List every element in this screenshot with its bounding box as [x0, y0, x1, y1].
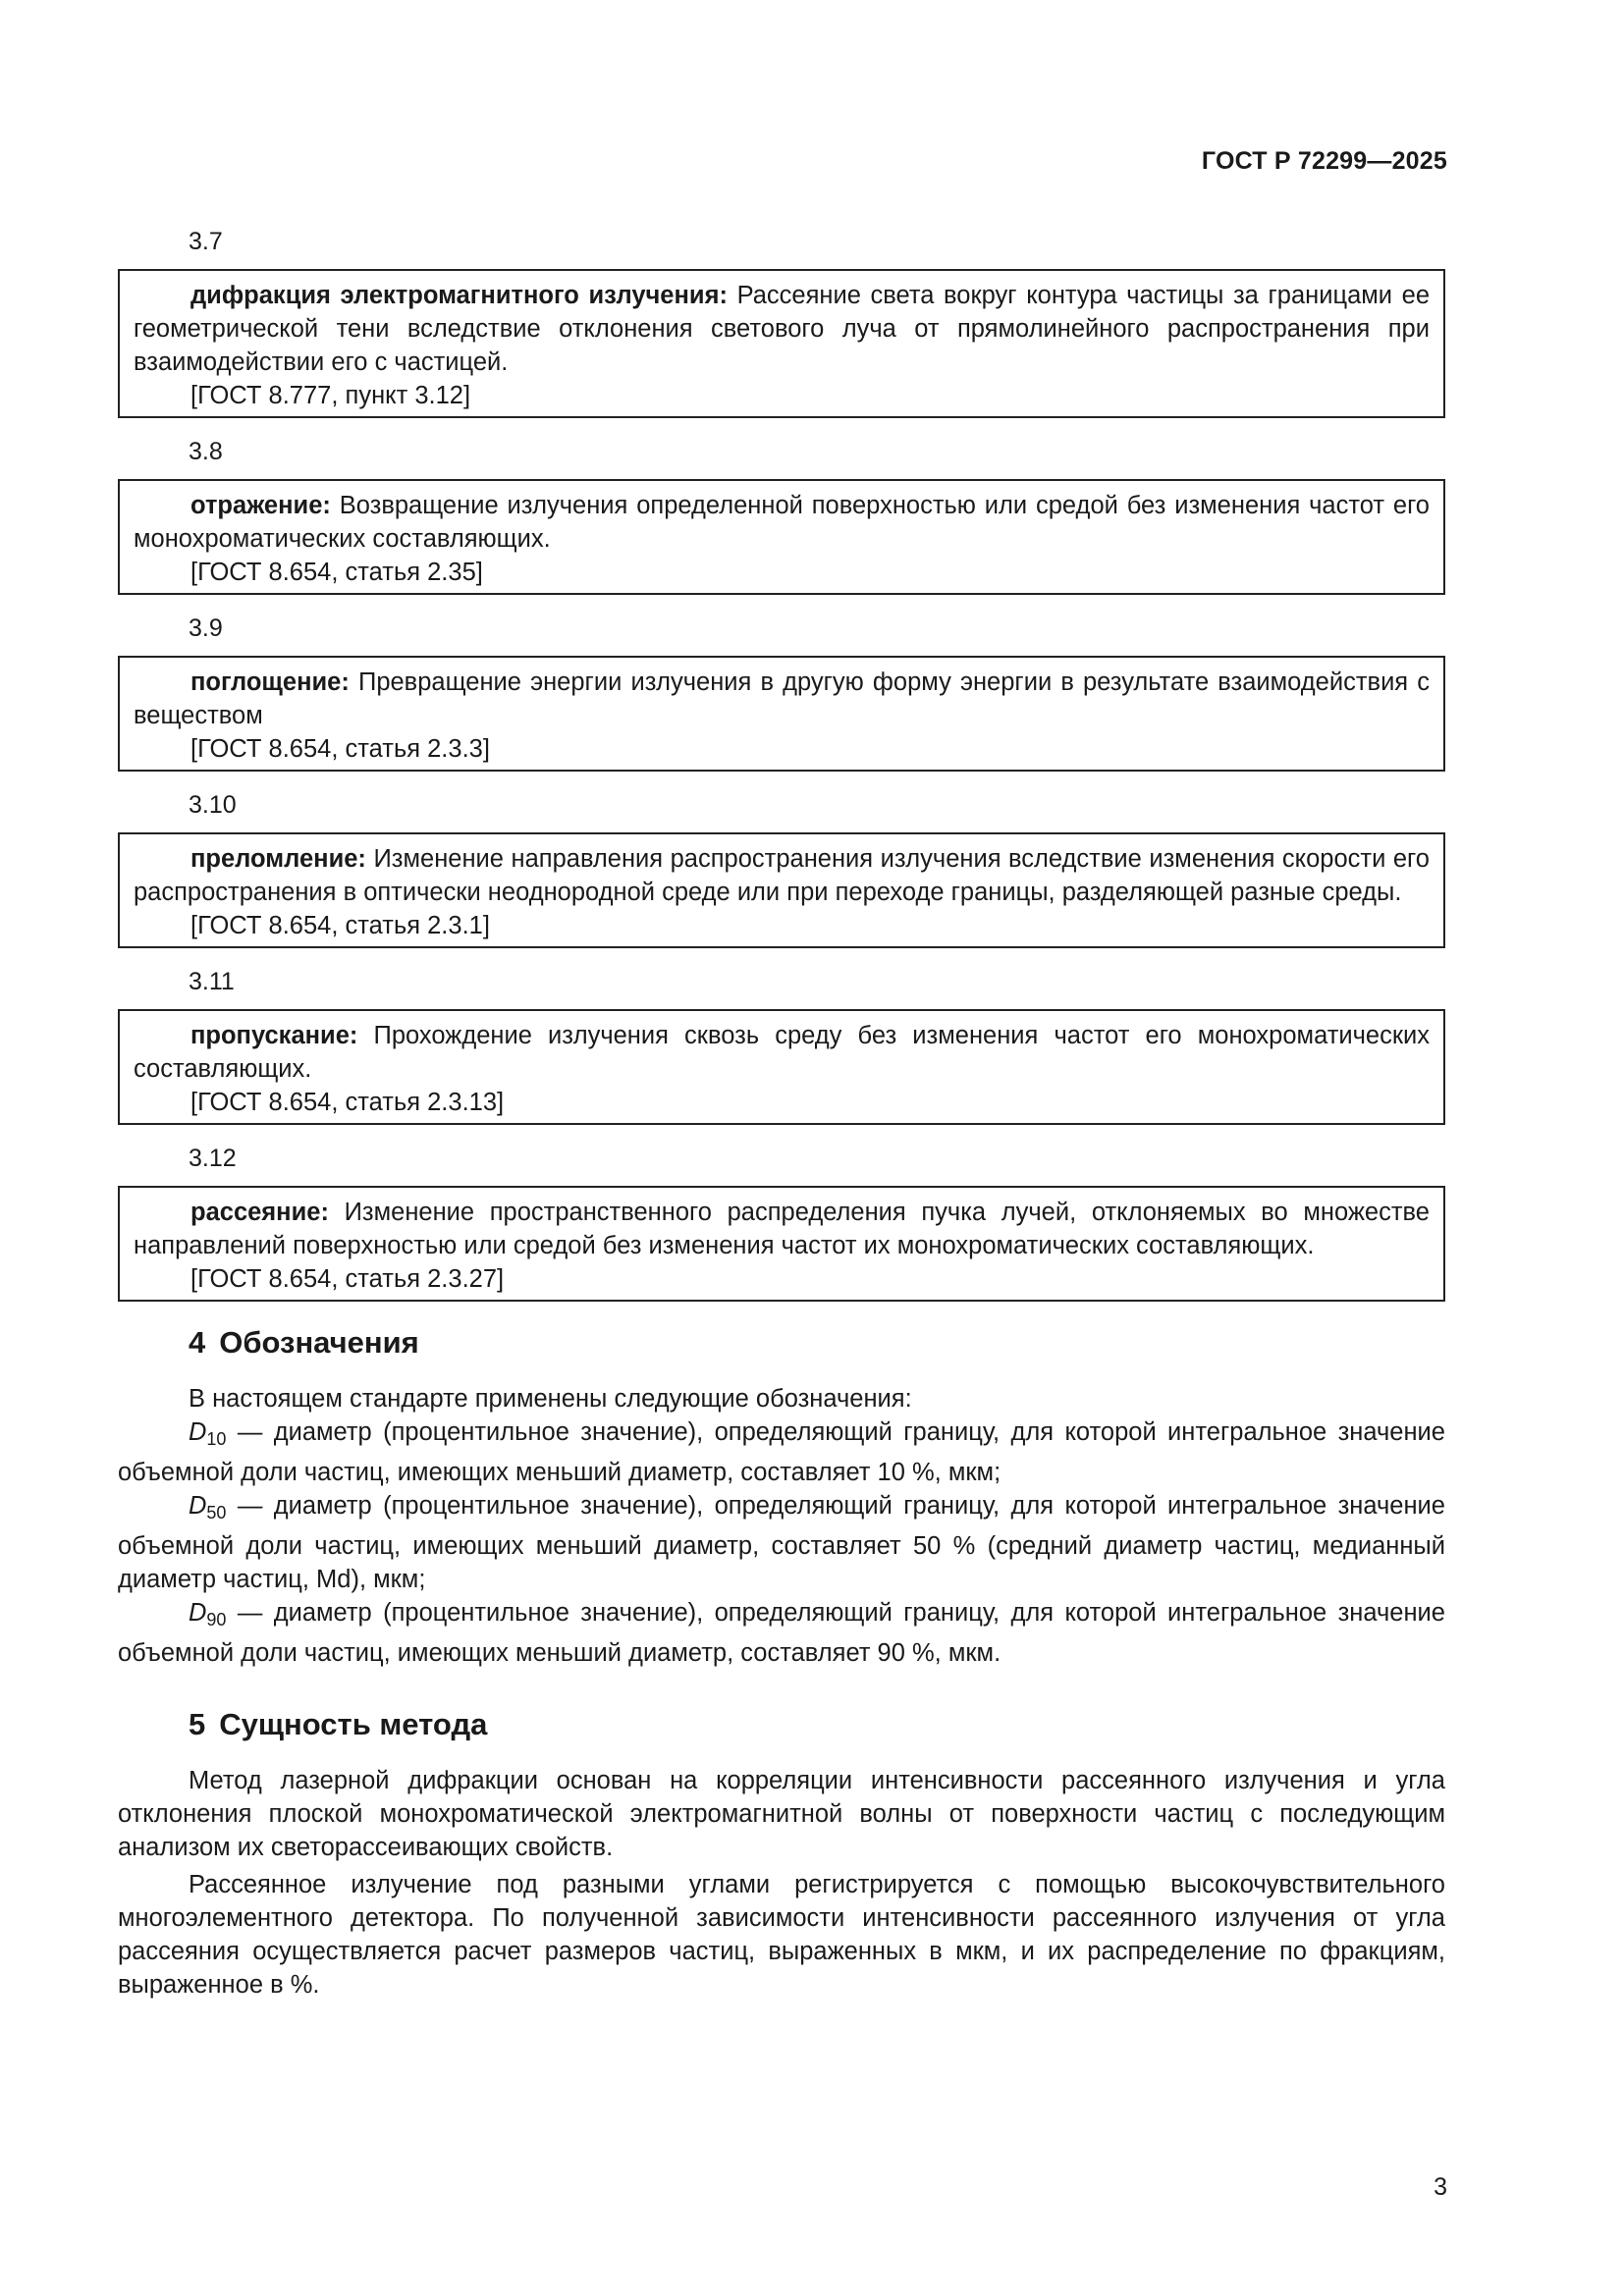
section-paragraph: Метод лазерной дифракции основан на корреляции интенсивности рассеянного излучения и угла отклонения плоской монохроматической электромагнитной волны от поверхности частиц с последующим анализом их светорассеивающих свойств. [118, 1767, 1445, 1861]
term-number: 3.11 [189, 968, 235, 995]
term-definition: Рассеяние света вокруг контура частицы за границами ее геометрической тени вследствие отклонения светового луча от прямолинейного распространения при взаимодействии его с частицей. [134, 282, 1431, 376]
section-number: 4 [189, 1325, 206, 1360]
term-name: дифракция электромагнитного излучения: [190, 282, 728, 309]
page-number: 3 [1434, 2173, 1447, 2201]
term-number: 3.10 [189, 791, 237, 819]
term-name: отражение: [190, 492, 331, 519]
symbol-definition [118, 1415, 1445, 1489]
section-paragraph: Рассеянное излучение под разными углами регистрируется с помощью высокочувствительного многоэлементного детектора. По полученной зависимости интенсивности рассеянного излучения от угла рассеяния осуществляется расчет размеров частиц, выраженных в мкм, и их распределение по фракциям, выраженное в %. [118, 1871, 1445, 1999]
section-title: Сущность метода [219, 1707, 488, 1741]
term-definition: Изменение пространственного распределения пучка лучей, отклоняемых во множестве направлений поверхностью или средой без изменения частот их монохроматических составляющих. [134, 1199, 1430, 1259]
section-intro: В настоящем стандарте применены следующие обозначения: [189, 1385, 912, 1413]
symbol-definition [118, 1489, 1445, 1596]
page-content [118, 224, 1445, 2002]
term-entry [118, 656, 1445, 772]
term-definition: Превращение энергии излучения в другую форму энергии в результате взаимодействия с веществом [134, 668, 1430, 729]
term-name: пропускание: [190, 1022, 358, 1049]
term-name: преломление: [190, 845, 366, 873]
document-code: ГОСТ Р 72299—2025 [1201, 147, 1447, 175]
term-entry [118, 1009, 1445, 1125]
symbol-definition [118, 1596, 1445, 1670]
term-definition: Прохождение излучения сквозь среду без изменения частот его монохроматических составляющих. [134, 1022, 1430, 1083]
symbol-subscript: 10 [206, 1429, 227, 1449]
term-number: 3.9 [189, 614, 223, 642]
symbol-text: — диаметр (процентильное значение), определяющий границу, для которой интегральное значение объемной доли частиц, имеющих меньший диаметр, составляет 90 %, мкм. [118, 1599, 1445, 1667]
term-source: [ГОСТ 8.654, статья 2.3.13] [190, 1089, 505, 1116]
symbol-letter: D [189, 1418, 207, 1446]
section-heading [118, 1705, 1445, 1744]
term-number: 3.7 [189, 228, 223, 255]
symbol [189, 1418, 227, 1449]
term-number: 3.8 [189, 438, 223, 465]
term-definition-line [134, 842, 1430, 909]
section-heading [118, 1323, 1445, 1362]
term-entry [118, 479, 1445, 595]
term-definition-line [134, 1196, 1430, 1262]
term-source: [ГОСТ 8.654, статья 2.3.1] [190, 912, 490, 939]
term-number: 3.12 [189, 1145, 237, 1172]
term-definition: Возвращение излучения определенной поверхностью или средой без изменения частот его монохроматических составляющих. [134, 492, 1430, 553]
term-definition-line [134, 1019, 1430, 1086]
term-source: [ГОСТ 8.654, статья 2.3.3] [190, 735, 490, 763]
term-definition-line [134, 279, 1430, 379]
symbol-subscript: 90 [206, 1610, 227, 1629]
term-definition: Изменение направления распространения излучения вследствие изменения скорости его распространения в оптически неоднородной среде или при переходе границы, разделяющей разные среды. [134, 845, 1430, 906]
symbol-text: — диаметр (процентильное значение), определяющий границу, для которой интегральное значение объемной доли частиц, имеющих меньший диаметр, составляет 10 %, мкм; [118, 1418, 1445, 1486]
term-source: [ГОСТ 8.654, статья 2.3.27] [190, 1265, 505, 1293]
symbol-letter: D [189, 1599, 207, 1627]
term-definition-line [134, 489, 1430, 556]
symbol [189, 1492, 226, 1520]
section-title: Обозначения [219, 1325, 419, 1360]
term-entry [118, 1186, 1445, 1302]
symbol [189, 1599, 226, 1627]
symbol-subscript: 50 [206, 1503, 227, 1522]
term-name: поглощение: [190, 668, 350, 696]
term-entry [118, 832, 1445, 948]
symbol-text: — диаметр (процентильное значение), определяющий границу, для которой интегральное значение объемной доли частиц, имеющих меньший диаметр, составляет 50 % (средний диаметр частиц, медианный диаметр частиц, Md), мкм; [118, 1492, 1445, 1593]
term-source: [ГОСТ 8.777, пункт 3.12] [190, 382, 471, 409]
term-name: рассеяние: [190, 1199, 329, 1226]
term-definition-line [134, 666, 1430, 732]
section-number: 5 [189, 1707, 206, 1741]
symbol-letter: D [189, 1492, 207, 1520]
term-entry [118, 269, 1445, 418]
term-source: [ГОСТ 8.654, статья 2.35] [190, 559, 483, 586]
